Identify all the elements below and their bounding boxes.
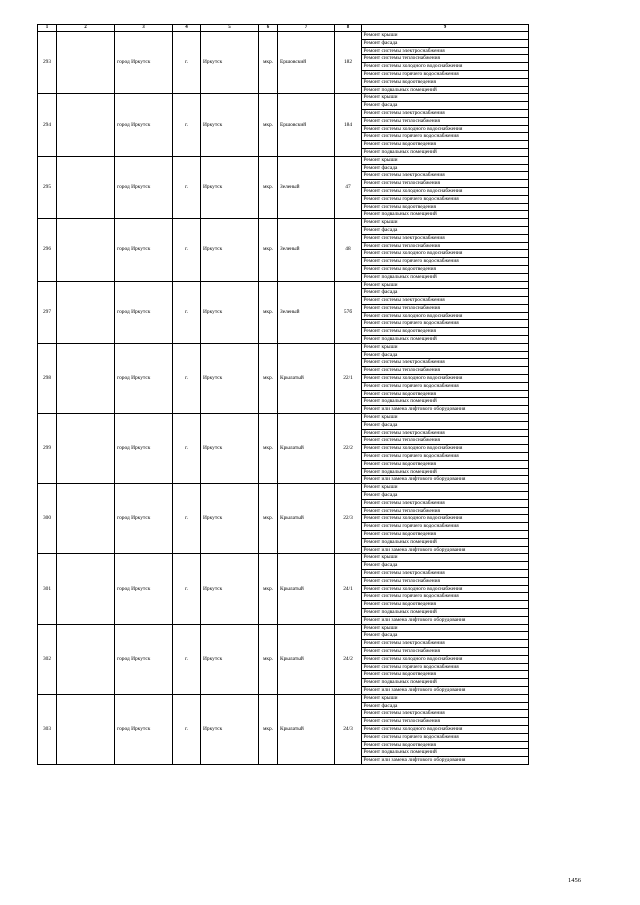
table-row — [38, 694, 529, 702]
street-cell: Ершовский — [278, 94, 335, 156]
table-row — [38, 32, 529, 40]
col2-cell — [57, 94, 115, 156]
street-type-cell: мкр. — [259, 554, 278, 624]
settlement-cell: Иркутск — [201, 343, 259, 413]
table-row — [38, 414, 529, 422]
house-number-cell: 47 — [335, 156, 362, 218]
municipality-cell: город Иркутск — [115, 219, 173, 281]
col2-cell — [57, 554, 115, 624]
work-type-cell: Ремонт системы холодного водоснабжения — [362, 125, 529, 133]
col2-cell — [57, 414, 115, 484]
work-type-cell: Ремонт системы холодного водоснабжения — [362, 515, 529, 523]
street-cell: Зеленый — [278, 219, 335, 281]
work-type-cell: Ремонт или замена лифтового оборудования — [362, 476, 529, 484]
work-type-cell: Ремонт системы электроснабжения — [362, 640, 529, 648]
header-col-5: 5 — [201, 25, 259, 32]
municipality-cell: город Иркутск — [115, 156, 173, 218]
work-type-cell: Ремонт системы водоотведения — [362, 531, 529, 539]
street-cell: Крылатый — [278, 484, 335, 554]
municipality-cell: город Иркутск — [115, 624, 173, 694]
work-type-cell: Ремонт системы электроснабжения — [362, 47, 529, 55]
row-number: 301 — [38, 554, 57, 624]
municipality-cell: город Иркутск — [115, 484, 173, 554]
work-type-cell: Ремонт или замена лифтового оборудования — [362, 616, 529, 624]
page-number: 1456 — [568, 877, 581, 884]
table-row — [38, 554, 529, 562]
work-type-cell: Ремонт системы горячего водоснабжения — [362, 733, 529, 741]
work-type-cell: Ремонт системы водоотведения — [362, 601, 529, 609]
street-cell: Крылатый — [278, 414, 335, 484]
house-number-cell: 48 — [335, 219, 362, 281]
work-type-cell: Ремонт системы водоотведения — [362, 460, 529, 468]
municipality-cell: город Иркутск — [115, 32, 173, 94]
work-type-cell: Ремонт или замена лифтового оборудования — [362, 686, 529, 694]
work-type-cell: Ремонт системы электроснабжения — [362, 172, 529, 180]
work-type-cell: Ремонт фасада — [362, 562, 529, 570]
street-cell: Крылатый — [278, 554, 335, 624]
street-type-cell: мкр. — [259, 156, 278, 218]
house-number-cell: 57б — [335, 281, 362, 343]
header-col-9: 9 — [362, 25, 529, 32]
street-cell: Зеленый — [278, 281, 335, 343]
row-number: 296 — [38, 219, 57, 281]
work-type-cell: Ремонт системы водоотведения — [362, 328, 529, 336]
col2-cell — [57, 219, 115, 281]
col2-cell — [57, 32, 115, 94]
work-type-cell: Ремонт системы теплоснабжения — [362, 437, 529, 445]
work-type-cell: Ремонт системы водоотведения — [362, 671, 529, 679]
work-type-cell: Ремонт системы горячего водоснабжения — [362, 258, 529, 266]
col2-cell — [57, 694, 115, 764]
work-type-cell: Ремонт фасада — [362, 39, 529, 47]
work-type-cell: Ремонт системы холодного водоснабжения — [362, 187, 529, 195]
header-col-6: 6 — [259, 25, 278, 32]
table-row — [38, 94, 529, 102]
settlement-cell: Иркутск — [201, 219, 259, 281]
work-type-cell: Ремонт системы водоотведения — [362, 78, 529, 86]
work-type-cell: Ремонт системы горячего водоснабжения — [362, 133, 529, 141]
row-number: 293 — [38, 32, 57, 94]
municipality-cell: город Иркутск — [115, 281, 173, 343]
street-cell: Крылатый — [278, 624, 335, 694]
work-type-cell: Ремонт крыши — [362, 94, 529, 102]
settlement-type-cell: г. — [173, 32, 201, 94]
row-number: 300 — [38, 484, 57, 554]
house-number-cell: 182 — [335, 32, 362, 94]
municipality-cell: город Иркутск — [115, 343, 173, 413]
col2-cell — [57, 484, 115, 554]
settlement-cell: Иркутск — [201, 554, 259, 624]
table-body — [38, 32, 529, 765]
settlement-type-cell: г. — [173, 94, 201, 156]
settlement-type-cell: г. — [173, 484, 201, 554]
work-type-cell: Ремонт системы электроснабжения — [362, 109, 529, 117]
work-type-cell: Ремонт системы теплоснабжения — [362, 647, 529, 655]
work-type-cell: Ремонт фасада — [362, 632, 529, 640]
house-number-cell: 22/2 — [335, 414, 362, 484]
work-type-cell: Ремонт системы электроснабжения — [362, 710, 529, 718]
street-type-cell: мкр. — [259, 32, 278, 94]
settlement-cell: Иркутск — [201, 281, 259, 343]
work-type-cell: Ремонт крыши — [362, 32, 529, 40]
street-cell: Зеленый — [278, 156, 335, 218]
house-number-cell: 22/3 — [335, 484, 362, 554]
work-type-cell: Ремонт крыши — [362, 414, 529, 422]
house-number-cell: 24/3 — [335, 694, 362, 764]
table-row — [38, 281, 529, 289]
street-type-cell: мкр. — [259, 219, 278, 281]
work-type-cell: Ремонт крыши — [362, 694, 529, 702]
work-type-cell: Ремонт крыши — [362, 343, 529, 351]
work-type-cell: Ремонт подвальных помещений — [362, 273, 529, 281]
work-type-cell: Ремонт фасада — [362, 164, 529, 172]
table-row — [38, 219, 529, 227]
work-type-cell: Ремонт подвальных помещений — [362, 398, 529, 406]
work-type-cell: Ремонт системы водоотведения — [362, 741, 529, 749]
work-type-cell: Ремонт системы горячего водоснабжения — [362, 593, 529, 601]
work-type-cell: Ремонт системы холодного водоснабжения — [362, 585, 529, 593]
settlement-type-cell: г. — [173, 624, 201, 694]
work-type-cell: Ремонт или замена лифтового оборудования — [362, 546, 529, 554]
street-type-cell: мкр. — [259, 484, 278, 554]
work-type-cell: Ремонт системы горячего водоснабжения — [362, 523, 529, 531]
work-type-cell: Ремонт системы теплоснабжения — [362, 718, 529, 726]
work-type-cell: Ремонт системы электроснабжения — [362, 359, 529, 367]
row-number: 297 — [38, 281, 57, 343]
row-number: 295 — [38, 156, 57, 218]
repair-works-table — [37, 24, 529, 765]
municipality-cell: город Иркутск — [115, 414, 173, 484]
settlement-type-cell: г. — [173, 414, 201, 484]
work-type-cell: Ремонт подвальных помещений — [362, 608, 529, 616]
work-type-cell: Ремонт системы теплоснабжения — [362, 242, 529, 250]
register-sheet — [37, 24, 528, 765]
col2-cell — [57, 624, 115, 694]
work-type-cell: Ремонт или замена лифтового оборудования — [362, 757, 529, 765]
work-type-cell: Ремонт системы холодного водоснабжения — [362, 375, 529, 383]
row-number: 294 — [38, 94, 57, 156]
work-type-cell: Ремонт системы электроснабжения — [362, 569, 529, 577]
work-type-cell: Ремонт фасада — [362, 421, 529, 429]
work-type-cell: Ремонт системы теплоснабжения — [362, 180, 529, 188]
street-type-cell: мкр. — [259, 414, 278, 484]
settlement-type-cell: г. — [173, 554, 201, 624]
work-type-cell: Ремонт системы горячего водоснабжения — [362, 70, 529, 78]
work-type-cell: Ремонт крыши — [362, 554, 529, 562]
work-type-cell: Ремонт системы водоотведения — [362, 265, 529, 273]
work-type-cell: Ремонт системы теплоснабжения — [362, 577, 529, 585]
house-number-cell: 22/1 — [335, 343, 362, 413]
settlement-type-cell: г. — [173, 343, 201, 413]
row-number: 302 — [38, 624, 57, 694]
municipality-cell: город Иркутск — [115, 694, 173, 764]
settlement-type-cell: г. — [173, 694, 201, 764]
col2-cell — [57, 343, 115, 413]
work-type-cell: Ремонт фасада — [362, 351, 529, 359]
row-number: 299 — [38, 414, 57, 484]
work-type-cell: Ремонт подвальных помещений — [362, 148, 529, 156]
street-type-cell: мкр. — [259, 94, 278, 156]
work-type-cell: Ремонт системы холодного водоснабжения — [362, 250, 529, 258]
settlement-type-cell: г. — [173, 281, 201, 343]
work-type-cell: Ремонт системы холодного водоснабжения — [362, 63, 529, 71]
work-type-cell: Ремонт системы теплоснабжения — [362, 304, 529, 312]
col2-cell — [57, 281, 115, 343]
work-type-cell: Ремонт фасада — [362, 102, 529, 110]
work-type-cell: Ремонт системы горячего водоснабжения — [362, 453, 529, 461]
work-type-cell: Ремонт системы горячего водоснабжения — [362, 320, 529, 328]
work-type-cell: Ремонт крыши — [362, 484, 529, 492]
header-col-2: 2 — [57, 25, 115, 32]
work-type-cell: Ремонт системы холодного водоснабжения — [362, 312, 529, 320]
work-type-cell: Ремонт системы горячего водоснабжения — [362, 195, 529, 203]
work-type-cell: Ремонт системы электроснабжения — [362, 297, 529, 305]
work-type-cell: Ремонт подвальных помещений — [362, 86, 529, 94]
header-col-4: 4 — [173, 25, 201, 32]
work-type-cell: Ремонт подвальных помещений — [362, 749, 529, 757]
column-number-row — [38, 25, 529, 32]
work-type-cell: Ремонт системы холодного водоснабжения — [362, 445, 529, 453]
settlement-cell: Иркутск — [201, 32, 259, 94]
work-type-cell: Ремонт подвальных помещений — [362, 211, 529, 219]
house-number-cell: 184 — [335, 94, 362, 156]
row-number: 298 — [38, 343, 57, 413]
work-type-cell: Ремонт фасада — [362, 226, 529, 234]
header-col-3: 3 — [115, 25, 173, 32]
header-col-7: 7 — [278, 25, 335, 32]
street-type-cell: мкр. — [259, 281, 278, 343]
settlement-type-cell: г. — [173, 156, 201, 218]
street-cell: Крылатый — [278, 694, 335, 764]
street-type-cell: мкр. — [259, 624, 278, 694]
work-type-cell: Ремонт системы электроснабжения — [362, 429, 529, 437]
work-type-cell: Ремонт системы водоотведения — [362, 203, 529, 211]
work-type-cell: Ремонт подвальных помещений — [362, 336, 529, 344]
settlement-cell: Иркутск — [201, 94, 259, 156]
header-col-8: 8 — [335, 25, 362, 32]
municipality-cell: город Иркутск — [115, 554, 173, 624]
work-type-cell: Ремонт системы электроснабжения — [362, 499, 529, 507]
work-type-cell: Ремонт системы водоотведения — [362, 141, 529, 149]
table-row — [38, 624, 529, 632]
settlement-cell: Иркутск — [201, 694, 259, 764]
table-row — [38, 484, 529, 492]
row-number: 303 — [38, 694, 57, 764]
work-type-cell: Ремонт крыши — [362, 281, 529, 289]
work-type-cell: Ремонт системы холодного водоснабжения — [362, 725, 529, 733]
col2-cell — [57, 156, 115, 218]
work-type-cell: Ремонт крыши — [362, 624, 529, 632]
work-type-cell: Ремонт системы теплоснабжения — [362, 507, 529, 515]
house-number-cell: 24/2 — [335, 624, 362, 694]
settlement-cell: Иркутск — [201, 414, 259, 484]
settlement-cell: Иркутск — [201, 156, 259, 218]
work-type-cell: Ремонт фасада — [362, 492, 529, 500]
work-type-cell: Ремонт системы теплоснабжения — [362, 55, 529, 63]
table-row — [38, 343, 529, 351]
work-type-cell: Ремонт системы холодного водоснабжения — [362, 655, 529, 663]
settlement-type-cell: г. — [173, 219, 201, 281]
work-type-cell: Ремонт подвальных помещений — [362, 538, 529, 546]
table-row — [38, 156, 529, 164]
municipality-cell: город Иркутск — [115, 94, 173, 156]
work-type-cell: Ремонт системы горячего водоснабжения — [362, 382, 529, 390]
settlement-cell: Иркутск — [201, 484, 259, 554]
work-type-cell: Ремонт крыши — [362, 156, 529, 164]
work-type-cell: Ремонт или замена лифтового оборудования — [362, 406, 529, 414]
work-type-cell: Ремонт фасада — [362, 702, 529, 710]
work-type-cell: Ремонт подвальных помещений — [362, 468, 529, 476]
work-type-cell: Ремонт системы электроснабжения — [362, 234, 529, 242]
street-cell: Крылатый — [278, 343, 335, 413]
work-type-cell: Ремонт системы горячего водоснабжения — [362, 663, 529, 671]
street-type-cell: мкр. — [259, 343, 278, 413]
work-type-cell: Ремонт системы теплоснабжения — [362, 117, 529, 125]
work-type-cell: Ремонт системы теплоснабжения — [362, 367, 529, 375]
work-type-cell: Ремонт подвальных помещений — [362, 679, 529, 687]
street-cell: Ершовский — [278, 32, 335, 94]
house-number-cell: 24/1 — [335, 554, 362, 624]
header-col-1: 1 — [38, 25, 57, 32]
work-type-cell: Ремонт системы водоотведения — [362, 390, 529, 398]
work-type-cell: Ремонт фасада — [362, 289, 529, 297]
street-type-cell: мкр. — [259, 694, 278, 764]
settlement-cell: Иркутск — [201, 624, 259, 694]
work-type-cell: Ремонт крыши — [362, 219, 529, 227]
